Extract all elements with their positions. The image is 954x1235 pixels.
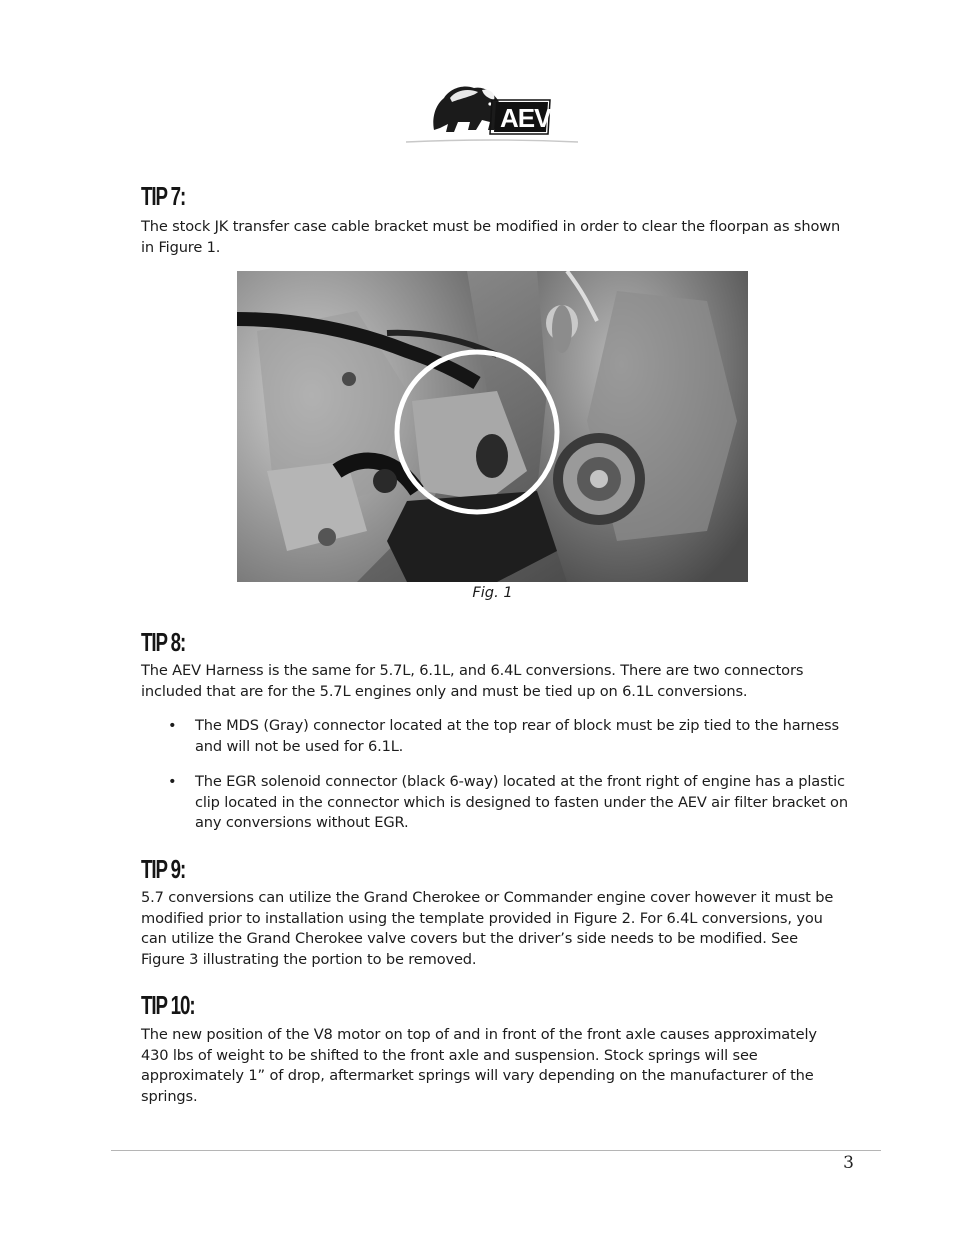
transfer-case-photo (237, 271, 748, 582)
tip-10-text: The new position of the V8 motor on top of and in front of the front axle causes approximately 430 lbs of weight to be shifted to the front axle and suspension. Stock springs will see approximately 1” of drop, aftermarket springs will vary depending on the manufacturer of the springs. (141, 1026, 817, 1105)
list-item (168, 716, 848, 757)
tip-7-text: The stock JK transfer case cable bracket must be modified in order to clear the floorpan as shown in Figure 1. (141, 218, 841, 256)
footer-divider (111, 1150, 881, 1151)
bullet-icon: • (168, 773, 177, 790)
tip-9-heading: TIP 9: (141, 854, 186, 884)
figure-1-photo (237, 271, 748, 582)
list-item (168, 772, 848, 834)
bullet-text: The MDS (Gray) connector located at the top rear of block must be zip tied to the harness and will not be used for 6.1L. (195, 717, 839, 755)
tip-8-heading: TIP 8: (141, 627, 186, 657)
svg-text:AEV: AEV (500, 103, 551, 133)
tip-10-heading: TIP 10: (141, 990, 195, 1020)
aev-wordmark (490, 100, 552, 134)
tip-7-heading: TIP 7: (141, 181, 186, 211)
figure-1-caption: Fig. 1 (472, 584, 513, 601)
tip-9-text: 5.7 conversions can utilize the Grand Cherokee or Commander engine cover however it must be modified prior to installation using the template provided in Figure 2. For 6.4L conversions, you can utilize the Grand Cherokee valve covers but the driver’s side needs to be modified. See Figure 3 illustrating the portion to be removed. (141, 889, 834, 968)
aev-logo (404, 80, 580, 146)
page-number: 3 (843, 1153, 854, 1173)
tip-8-text: The AEV Harness is the same for 5.7L, 6.1L, and 6.4L conversions. There are two connectors included that are for the 5.7L engines only and must be tied up on 6.1L conversions. (141, 662, 804, 700)
bullet-text: The EGR solenoid connector (black 6-way) located at the front right of engine has a plastic clip located in the connector which is designed to fasten under the AEV air filter bracket on any conversions without EGR. (195, 773, 848, 832)
bullet-icon: • (168, 717, 177, 734)
